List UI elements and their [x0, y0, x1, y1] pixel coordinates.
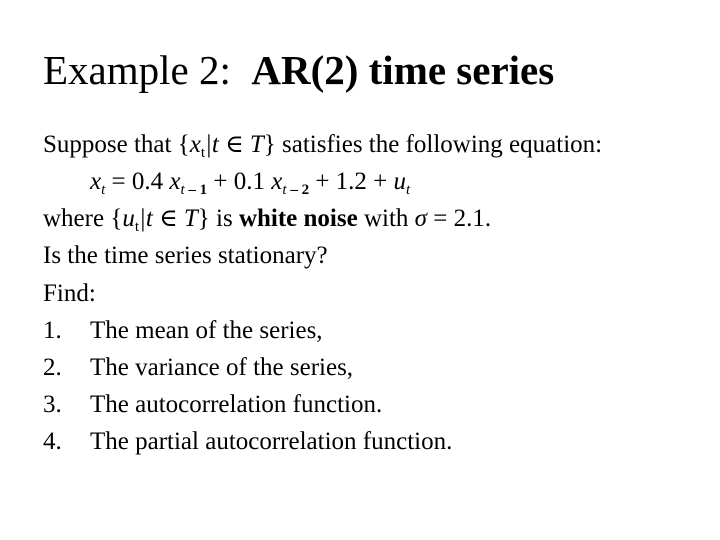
eq-lhs: x [90, 168, 102, 195]
noise-where: where { [43, 205, 123, 232]
eq-coef2: + 0.1 [207, 168, 272, 195]
intro-text-end: } satisfies the following equation: [263, 131, 603, 158]
list-item [43, 390, 382, 420]
item-number: 2. [43, 354, 62, 381]
title-main: AR(2) time series [251, 47, 555, 93]
item-text: The autocorrelation function. [90, 391, 383, 418]
intro-text: Suppose that { [43, 131, 190, 158]
var-t: |t [205, 131, 219, 158]
set-T: T [249, 131, 264, 158]
title-prefix: Example 2: [43, 47, 231, 93]
noise-element-of: ∈ [152, 205, 184, 232]
eq-x1: x [169, 168, 181, 195]
list-item [43, 353, 353, 383]
eq-u-sub: t [406, 182, 411, 198]
item-number: 3. [43, 391, 62, 418]
eq-x2-sub: t [282, 182, 287, 198]
item-text: The partial autocorrelation function. [90, 428, 453, 455]
element-of-symbol: ∈ [218, 131, 250, 158]
noise-u: u [122, 205, 135, 232]
sigma-symbol: σ [414, 205, 427, 232]
noise-is: } is [197, 205, 239, 232]
list-item [43, 316, 323, 346]
noise-with: with [357, 205, 415, 232]
slide-title [43, 44, 554, 96]
subscript-t: t [200, 145, 205, 161]
noise-line [43, 204, 491, 234]
eq-coef1: = 0.4 [105, 168, 170, 195]
white-noise-term: white noise [238, 205, 358, 232]
intro-line [43, 130, 602, 160]
find-label: Find: [43, 280, 96, 307]
eq-x2: x [271, 168, 283, 195]
question-line: Is the time series stationary? [43, 242, 328, 269]
noise-set-T: T [183, 205, 198, 232]
eq-u: u [393, 168, 407, 195]
sigma-value: = 2.1. [426, 205, 492, 232]
eq-x2-lag: – 2 [286, 182, 310, 198]
var-x: x [189, 131, 201, 158]
noise-u-sub: t [134, 219, 139, 235]
item-text: The variance of the series, [90, 354, 354, 381]
list-item [43, 427, 452, 457]
noise-t: |t [139, 205, 153, 232]
eq-lhs-sub: t [101, 182, 106, 198]
eq-const: + 1.2 + [309, 168, 394, 195]
item-number: 1. [43, 317, 62, 344]
equation-line [90, 167, 410, 197]
eq-x1-sub: t [180, 182, 185, 198]
eq-x1-lag: – 1 [184, 182, 208, 198]
item-text: The mean of the series, [90, 317, 323, 344]
item-number: 4. [43, 428, 62, 455]
